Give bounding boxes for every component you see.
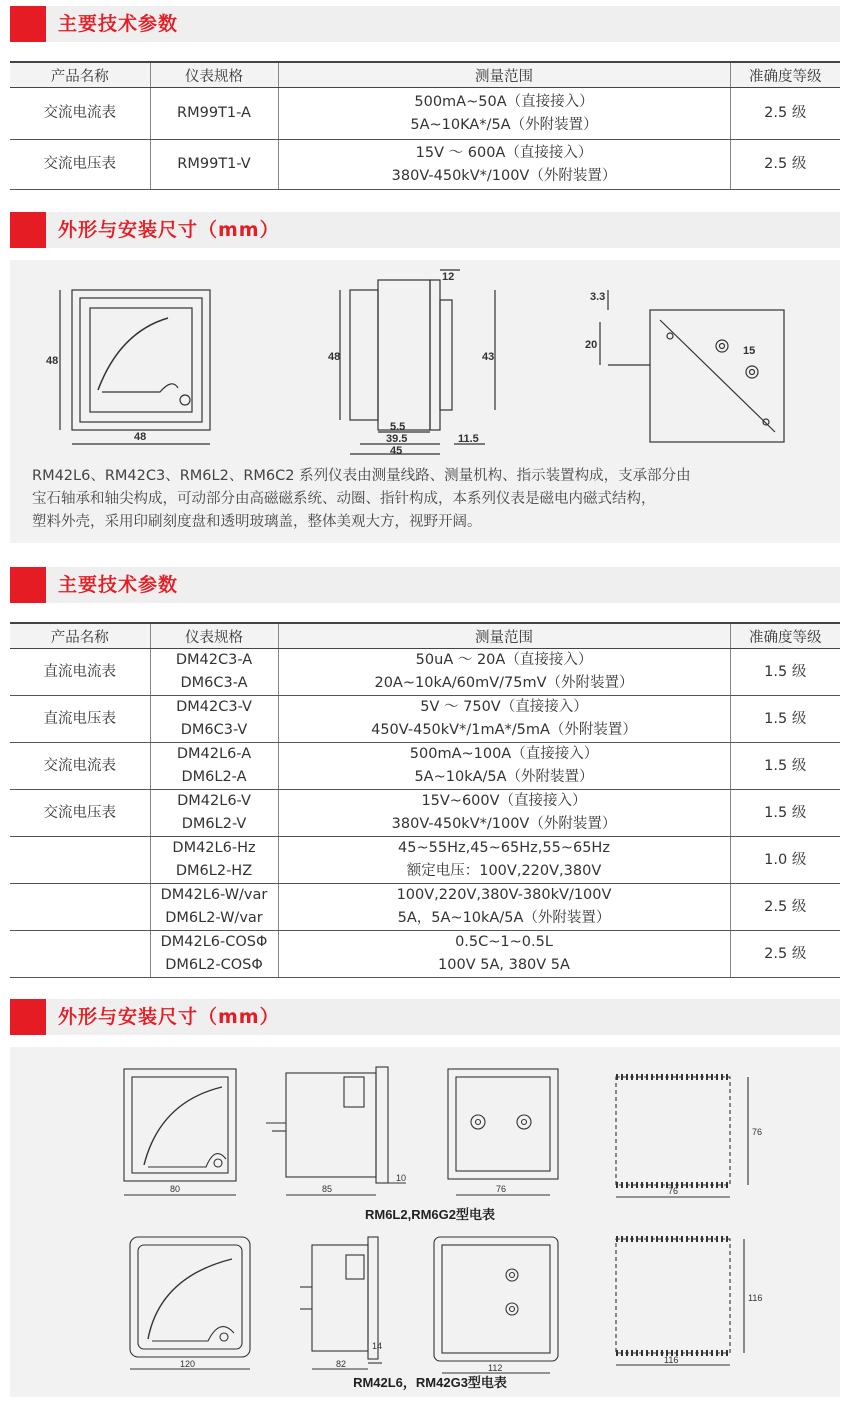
row2-side-drawing (300, 1237, 382, 1369)
dim-r1-back-width: 76 (496, 1184, 507, 1194)
spec-table-dm-meters (10, 622, 840, 978)
cell-name: 直流电压表 (10, 696, 150, 743)
table-row (10, 743, 840, 790)
dim-back-left: 20 (585, 339, 598, 351)
row2-front-drawing (130, 1237, 250, 1369)
dimension-panel-1 (10, 260, 840, 543)
cell-range: 100V,220V,380V-380kV/100V 5A，5A~10kA/5A（外附装置） (278, 884, 730, 931)
dim-side-bottom-1: 5.5 (390, 421, 406, 433)
dim-r2-side-flange: 14 (372, 1341, 383, 1351)
cell-name: 交流电压表 (10, 790, 150, 837)
section-header-tech-params-2 (10, 567, 840, 603)
dim-side-top: 12 (442, 271, 455, 283)
header-range: 测量范围 (278, 623, 730, 649)
row1-side-drawing (266, 1067, 406, 1195)
dim-r2-back-width: 112 (488, 1363, 503, 1373)
product-description (32, 465, 842, 534)
cell-grade: 1.5 级 (730, 696, 840, 743)
cell-range: 45~55Hz,45~65Hz,55~65Hz 额定电压：100V,220V,380V (278, 837, 730, 884)
table-row (10, 931, 840, 978)
cell-name (10, 931, 150, 978)
cell-range: 50uA ～ 20A（直接接入） 20A~10kA/60mV/75mV（外附装置） (278, 649, 730, 696)
row1-back-drawing (448, 1069, 558, 1195)
cell-name: 交流电压表 (10, 140, 150, 190)
cell-range: 15V ～ 600A（直接接入） 380V-450kV*/100V（外附装置） (278, 140, 730, 190)
caption-rm6l2: RM6L2,RM6G2型电表 (364, 1207, 496, 1222)
cell-name: 交流电流表 (10, 743, 150, 790)
dim-side-bottom-3: 45 (390, 445, 403, 457)
dim-side-bottom-4: 11.5 (458, 433, 479, 445)
dim-back-diameter: 15 (743, 345, 756, 357)
cell-name: 直流电流表 (10, 649, 150, 696)
table-row (10, 790, 840, 837)
cell-name (10, 884, 150, 931)
section-title: 外形与安装尺寸（mm） (58, 219, 280, 241)
dim-side-bottom-2: 39.5 (386, 433, 408, 445)
dim-side-height-2: 43 (482, 351, 495, 363)
dim-front-height: 48 (46, 355, 59, 367)
cell-grade: 2.5 级 (730, 88, 840, 140)
caption-rm42l6: RM42L6，RM42G3型电表 (353, 1375, 507, 1390)
cell-spec: RM99T1-V (150, 140, 278, 190)
header-grade: 准确度等级 (730, 623, 840, 649)
table-row (10, 140, 840, 190)
cell-spec: DM42C3-A DM6C3-A (150, 649, 278, 696)
section-accent-bar (10, 567, 46, 603)
cell-spec: DM42L6-COSΦ DM6L2-COSΦ (150, 931, 278, 978)
front-view-drawing (60, 290, 210, 444)
cell-range: 5V ～ 750V（直接接入） 450V-450kV*/1mA*/5mA（外附装置） (278, 696, 730, 743)
cell-range: 500mA~50A（直接接入） 5A~10KA*/5A（外附装置） (278, 88, 730, 140)
table-row (10, 696, 840, 743)
section-accent-bar (10, 212, 46, 248)
cell-range: 500mA~100A（直接接入） 5A~10kA/5A（外附装置） (278, 743, 730, 790)
row2-back-drawing (434, 1237, 558, 1373)
cell-grade: 2.5 级 (730, 884, 840, 931)
section-accent-bar (10, 6, 46, 42)
dim-r2-side-depth: 82 (336, 1359, 347, 1369)
cell-grade: 1.5 级 (730, 743, 840, 790)
section-header-dimensions-2 (10, 999, 840, 1035)
dim-r1-side-depth: 85 (322, 1184, 333, 1194)
section-title: 主要技术参数 (58, 574, 179, 596)
dim-side-height-1: 48 (328, 351, 341, 363)
dim-back-top: 3.3 (590, 291, 606, 303)
cell-grade: 2.5 级 (730, 140, 840, 190)
cell-name: 交流电流表 (10, 88, 150, 140)
row1-front-drawing (124, 1069, 236, 1195)
side-view-drawing (340, 270, 495, 454)
dim-r1-cutout-height: 76 (752, 1127, 763, 1137)
table-row (10, 837, 840, 884)
section-title: 主要技术参数 (58, 13, 179, 35)
dimension-drawing-2 (10, 1047, 840, 1397)
header-spec: 仪表规格 (150, 62, 278, 88)
cell-spec: DM42L6-W/var DM6L2-W/var (150, 884, 278, 931)
section-header-tech-params-1 (10, 6, 840, 42)
description-line: RM42L6、RM42C3、RM6L2、RM6C2 系列仪表由测量线路、测量机构、指示装置构成，支承部分由 (32, 468, 691, 484)
header-grade: 准确度等级 (730, 62, 840, 88)
dimension-drawing-1 (10, 260, 840, 460)
dim-r2-cutout-height: 116 (748, 1293, 763, 1303)
section-accent-bar (10, 999, 46, 1035)
back-view-drawing (600, 290, 784, 442)
cell-spec: DM42L6-Hz DM6L2-HZ (150, 837, 278, 884)
cell-spec: DM42L6-A DM6L2-A (150, 743, 278, 790)
table-header-row (10, 62, 840, 88)
header-product-name: 产品名称 (10, 62, 150, 88)
dim-r2-front-width: 120 (180, 1359, 196, 1369)
cell-grade: 1.5 级 (730, 790, 840, 837)
cell-spec: DM42L6-V DM6L2-V (150, 790, 278, 837)
dim-r1-front-width: 80 (170, 1184, 181, 1194)
cell-range: 15V~600V（直接接入） 380V-450kV*/100V（外附装置） (278, 790, 730, 837)
dim-r1-side-flange: 10 (396, 1173, 407, 1183)
dim-r1-cutout-width: 76 (668, 1186, 679, 1196)
header-range: 测量范围 (278, 62, 730, 88)
cell-range: 0.5C~1~0.5L 100V 5A, 380V 5A (278, 931, 730, 978)
header-spec: 仪表规格 (150, 623, 278, 649)
cell-spec: DM42C3-V DM6C3-V (150, 696, 278, 743)
dim-front-width: 48 (134, 431, 147, 443)
table-header-row (10, 623, 840, 649)
cell-grade: 1.5 级 (730, 649, 840, 696)
cell-spec: RM99T1-A (150, 88, 278, 140)
spec-table-ac-meters (10, 61, 840, 190)
table-row (10, 88, 840, 140)
cell-grade: 1.0 级 (730, 837, 840, 884)
row2-cutout-drawing (616, 1239, 744, 1365)
table-row (10, 649, 840, 696)
dim-r2-cutout-width: 116 (664, 1355, 679, 1365)
header-product-name: 产品名称 (10, 623, 150, 649)
section-header-dimensions-1 (10, 212, 840, 248)
row1-cutout-drawing (616, 1077, 748, 1197)
cell-grade: 2.5 级 (730, 931, 840, 978)
cell-name (10, 837, 150, 884)
section-title: 外形与安装尺寸（mm） (58, 1006, 280, 1028)
table-row (10, 884, 840, 931)
description-line: 塑料外壳，采用印刷刻度盘和透明玻璃盖，整体美观大方，视野开阔。 (32, 514, 482, 530)
description-line: 宝石轴承和轴尖构成，可动部分由高磁磁系统、动圈、指针构成，本系列仪表是磁电内磁式结构， (32, 491, 656, 507)
dimension-panel-2 (10, 1047, 840, 1397)
